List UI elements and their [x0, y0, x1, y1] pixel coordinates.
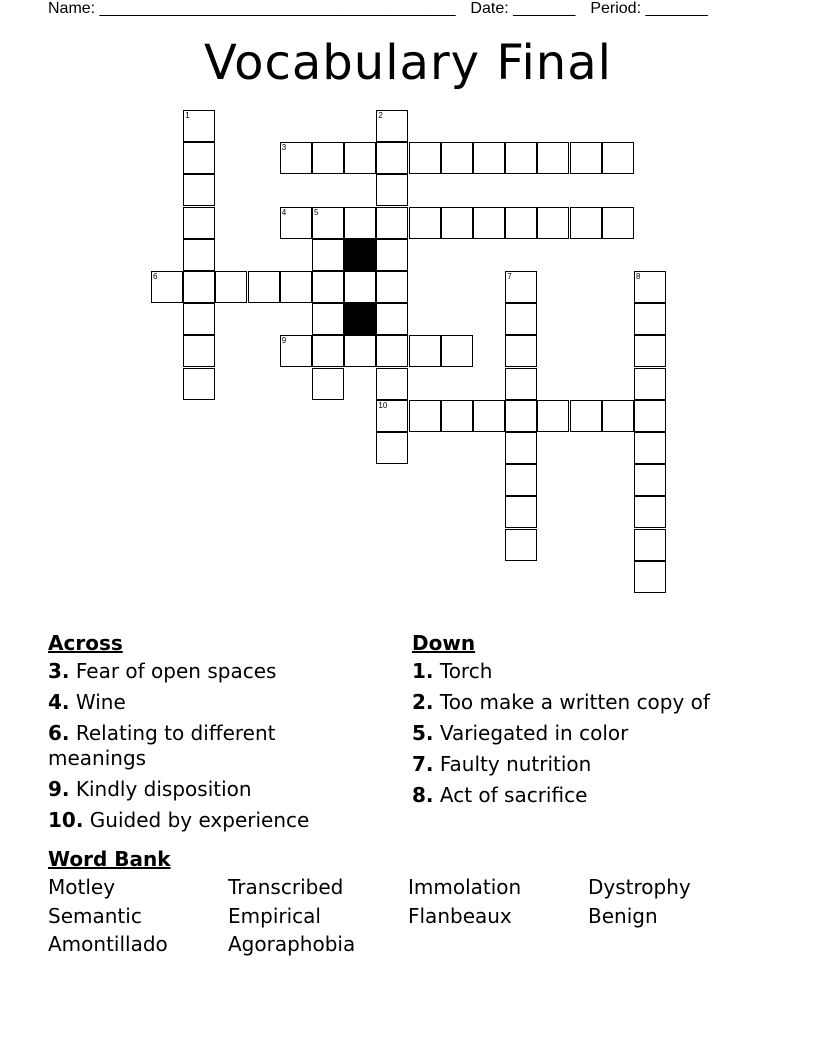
clue-text: Torch [433, 659, 493, 683]
grid-cell[interactable] [312, 303, 344, 335]
grid-cell[interactable] [183, 335, 215, 367]
grid-cell[interactable] [409, 400, 441, 432]
grid-cell[interactable] [344, 335, 376, 367]
clue-number: 10. [48, 808, 84, 832]
grid-cell[interactable] [248, 271, 280, 303]
grid-cell[interactable] [505, 400, 537, 432]
down-clue [412, 659, 792, 684]
clue-number: 4. [48, 690, 70, 714]
grid-cell[interactable] [215, 271, 247, 303]
grid-cell[interactable] [602, 207, 634, 239]
clue-number: 9. [48, 777, 70, 801]
word-bank-item: Motley [48, 875, 116, 899]
clue-number: 2. [412, 690, 434, 714]
grid-cell[interactable] [570, 142, 602, 174]
word-bank-item: Benign [588, 903, 658, 928]
across-clue [48, 721, 348, 771]
grid-cell[interactable] [634, 335, 666, 367]
grid-cell[interactable] [505, 529, 537, 561]
grid-cell[interactable] [505, 432, 537, 464]
grid-cell[interactable] [183, 271, 215, 303]
across-heading: Across [48, 631, 123, 655]
across-clue [48, 777, 348, 802]
clue-text: Fear of open spaces [69, 659, 277, 683]
grid-cell[interactable] [376, 303, 408, 335]
grid-cell[interactable] [473, 400, 505, 432]
down-clue [412, 752, 792, 777]
word-bank-item: Empirical [228, 903, 321, 928]
clue-number: 8. [412, 783, 434, 807]
date-field-label[interactable]: Date: _______ [470, 0, 576, 17]
cell-number: 5 [314, 207, 319, 217]
grid-cell[interactable] [537, 142, 569, 174]
grid-cell[interactable] [376, 110, 408, 142]
cell-number: 4 [281, 207, 287, 217]
grid-cell[interactable] [183, 368, 215, 400]
word-bank-item: Amontillado [48, 932, 168, 956]
grid-cell[interactable] [505, 271, 537, 303]
grid-cell[interactable] [312, 142, 344, 174]
word-bank-item: Immolation [408, 875, 522, 899]
grid-cell[interactable] [183, 303, 215, 335]
grid-cell[interactable] [505, 335, 537, 367]
clue-number: 5. [412, 721, 434, 745]
grid-cell[interactable] [280, 142, 312, 174]
clue-number: 6. [48, 721, 70, 745]
down-clue [412, 783, 792, 808]
cell-number: 3 [281, 143, 287, 153]
grid-cell[interactable] [183, 207, 215, 239]
grid-cell[interactable] [312, 271, 344, 303]
grid-cell[interactable] [183, 174, 215, 206]
across-clue-list [48, 659, 348, 839]
cell-number: 6 [153, 272, 158, 281]
grid-cell[interactable] [376, 271, 408, 303]
clue-text: Act of sacrifice [433, 783, 588, 807]
grid-cell[interactable] [344, 207, 376, 239]
word-bank-item: Agoraphobia [228, 932, 356, 956]
grid-cell[interactable] [280, 207, 312, 239]
grid-cell[interactable] [376, 174, 408, 206]
grid-cell[interactable] [409, 335, 441, 367]
word-bank-item: Semantic [48, 903, 142, 928]
clue-number: 1. [412, 659, 434, 683]
cell-number: 9 [281, 336, 287, 346]
clue-text: Too make a written copy of [433, 690, 710, 714]
name-field-label[interactable]: Name: ________________________________________ [48, 0, 456, 17]
grid-cell[interactable] [505, 464, 537, 496]
grid-cell[interactable] [183, 142, 215, 174]
grid-cell[interactable] [570, 207, 602, 239]
blocked-cell [344, 239, 376, 271]
grid-cell[interactable] [376, 368, 408, 400]
grid-cell[interactable] [376, 335, 408, 367]
word-bank-heading: Word Bank [48, 847, 171, 871]
grid-cell[interactable] [634, 271, 666, 303]
grid-cell[interactable] [376, 142, 408, 174]
grid-cell[interactable] [376, 239, 408, 271]
grid-cell[interactable] [376, 432, 408, 464]
grid-cell[interactable] [634, 561, 666, 593]
grid-cell[interactable] [280, 335, 312, 367]
grid-cell[interactable] [505, 207, 537, 239]
grid-cell[interactable] [441, 335, 473, 367]
grid-cell[interactable] [473, 207, 505, 239]
grid-cell[interactable] [312, 335, 344, 367]
period-field-label[interactable]: Period: _______ [590, 0, 708, 17]
grid-cell[interactable] [634, 464, 666, 496]
cell-number: 10 [378, 400, 388, 410]
page-title: Vocabulary Final [204, 35, 612, 91]
down-clue-list [412, 659, 792, 814]
grid-cell[interactable] [151, 271, 183, 303]
grid-cell[interactable] [602, 400, 634, 432]
grid-cell[interactable] [441, 400, 473, 432]
clue-number: 7. [412, 752, 434, 776]
grid-cell[interactable] [570, 400, 602, 432]
grid-cell[interactable] [312, 368, 344, 400]
grid-cell[interactable] [441, 142, 473, 174]
grid-cell[interactable] [376, 207, 408, 239]
grid-cell[interactable] [473, 142, 505, 174]
grid-cell[interactable] [537, 207, 569, 239]
down-clue [412, 721, 792, 746]
clue-text: Faulty nutrition [433, 752, 592, 776]
grid-cell[interactable] [441, 207, 473, 239]
grid-cell[interactable] [505, 496, 537, 528]
grid-cell[interactable] [280, 271, 312, 303]
grid-cell[interactable] [602, 142, 634, 174]
word-bank [48, 873, 768, 959]
grid-cell[interactable] [344, 271, 376, 303]
down-heading: Down [412, 631, 476, 655]
clue-text: Relating to different meanings [48, 721, 276, 770]
word-bank-item: Dystrophy [588, 875, 691, 899]
cell-number: 2 [378, 111, 383, 120]
grid-cell[interactable] [344, 142, 376, 174]
grid-cell[interactable] [183, 110, 215, 142]
down-clue [412, 690, 792, 715]
word-bank-item: Flanbeaux [408, 903, 512, 928]
across-clue [48, 659, 348, 684]
cell-number: 1 [185, 111, 190, 120]
grid-cell[interactable] [312, 207, 344, 239]
grid-cell[interactable] [634, 432, 666, 464]
grid-cell[interactable] [409, 207, 441, 239]
clue-text: Guided by experience [83, 808, 310, 832]
clue-text: Variegated in color [433, 721, 629, 745]
grid-cell[interactable] [376, 400, 408, 432]
grid-cell[interactable] [312, 239, 344, 271]
grid-cell[interactable] [634, 303, 666, 335]
clue-text: Wine [69, 690, 126, 714]
blocked-cell [344, 303, 376, 335]
across-clue [48, 690, 348, 715]
grid-cell[interactable] [634, 400, 666, 432]
across-clue [48, 808, 348, 833]
grid-cell[interactable] [409, 142, 441, 174]
cell-number: 8 [636, 272, 641, 281]
grid-cell[interactable] [505, 303, 537, 335]
clue-number: 3. [48, 659, 70, 683]
grid-cell[interactable] [634, 496, 666, 528]
grid-cell[interactable] [634, 529, 666, 561]
grid-cell[interactable] [537, 400, 569, 432]
grid-cell[interactable] [505, 142, 537, 174]
cell-number: 7 [507, 272, 512, 281]
clue-text: Kindly disposition [69, 777, 252, 801]
word-bank-item: Transcribed [228, 875, 344, 899]
grid-cell[interactable] [183, 239, 215, 271]
grid-cell[interactable] [505, 368, 537, 400]
grid-cell[interactable] [634, 368, 666, 400]
